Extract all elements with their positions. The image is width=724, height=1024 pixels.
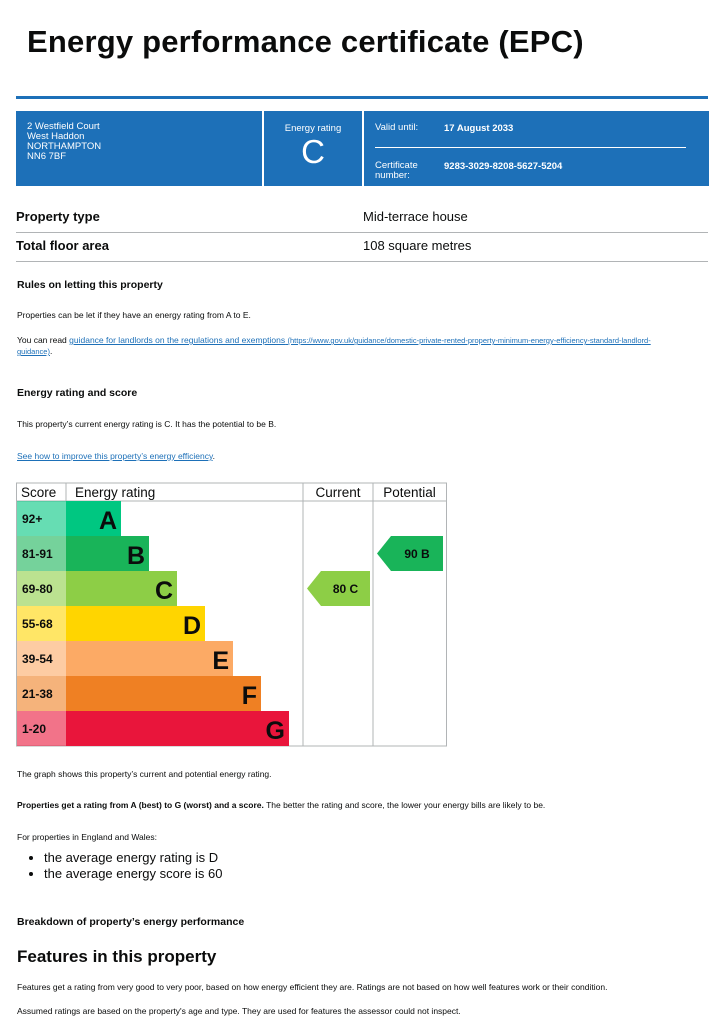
banner-divider (362, 111, 364, 186)
rating-letter-e: E (212, 647, 229, 675)
rating-explanation-bold: Properties get a rating from A (best) to G (worst) and a score. (17, 800, 264, 810)
guidance-suffix: . (49, 346, 53, 356)
rating-explanation-rest: The better the rating and score, the lower your energy bills are likely to be. (263, 800, 546, 810)
valid-until-label: Valid until: (375, 122, 419, 133)
current-rating-label: 80 C (332, 582, 359, 596)
address-line-3: NORTHAMPTON (27, 141, 102, 152)
property-type-row (16, 203, 708, 233)
score-label-d: 55-68 (22, 617, 53, 631)
letting-guidance-text (17, 335, 707, 357)
certificate-banner (16, 111, 709, 186)
average-list (28, 850, 223, 882)
score-label-f: 21-38 (22, 687, 53, 701)
graph-description: The graph shows this property’s current and potential energy rating. (17, 769, 272, 779)
certificate-label-line-2: number: (375, 170, 410, 181)
landlord-guidance-link-text: guidance for landlords on the regulations and exemptions (69, 335, 286, 345)
energy-rating-label: Energy rating (284, 123, 342, 134)
page-title: Energy performance certificate (EPC) (27, 24, 584, 59)
address-line-1: 2 Westfield Court (27, 121, 100, 132)
landlord-guidance-url: (https://www.gov.uk/guidance/domestic-private-rented-property-minimum-energy-efficiency-standard-landlord- (287, 336, 651, 345)
score-label-c: 69-80 (22, 582, 53, 596)
rating-letter-f: F (241, 682, 257, 710)
title-divider (16, 96, 708, 99)
energy-rating-chart (16, 482, 448, 748)
score-label-e: 39-54 (22, 652, 53, 666)
chart-header-current: Current (315, 485, 361, 500)
energy-rating-heading: Energy rating and score (17, 387, 138, 399)
chart-header-energy-rating: Energy rating (75, 485, 156, 500)
chart-header-potential: Potential (383, 485, 436, 500)
rating-letter-a: A (98, 507, 117, 535)
floor-area-value: 108 square metres (363, 238, 472, 253)
rating-explanation (17, 800, 545, 811)
chart-header-score: Score (21, 485, 57, 500)
average-score-item: • the average energy score is 60 (44, 866, 223, 882)
assumed-ratings-text: Assumed ratings are based on the property's age and type. They are used for features the assessor could not inspect. (17, 1006, 461, 1016)
improve-link-suffix: . (212, 451, 215, 461)
rating-letter-d: D (182, 612, 201, 640)
breakdown-heading: Breakdown of property’s energy performance (17, 916, 245, 928)
property-type-label: Property type (16, 209, 100, 224)
floor-area-label: Total floor area (16, 238, 109, 253)
certificate-number: 9283-3029-8208-5627-5204 (444, 161, 563, 172)
landlord-guidance-url-end: guidance) (17, 347, 50, 356)
landlord-guidance-link[interactable] (17, 335, 651, 356)
improve-efficiency-text (17, 451, 215, 462)
address-line-2: West Haddon (27, 131, 85, 142)
rating-bar-e (66, 641, 233, 676)
rating-letter-g: G (265, 717, 285, 745)
england-wales-text: For properties in England and Wales: (17, 832, 158, 842)
energy-rating-text: This property’s current energy rating is C. It has the potential to be B. (17, 419, 277, 429)
certificate-number-label (375, 161, 418, 181)
potential-rating-label: 90 B (404, 547, 430, 561)
property-address (27, 122, 101, 162)
banner-inner-divider (375, 147, 686, 148)
address-line-4: NN6 7BF (27, 151, 67, 162)
certificate-label-line-1: Certificate (375, 160, 418, 171)
rating-letter-c: C (154, 577, 173, 605)
letting-heading: Rules on letting this property (17, 279, 163, 291)
floor-area-row (16, 232, 708, 262)
valid-until-date: 17 August 2033 (444, 123, 514, 134)
property-type-value: Mid-terrace house (363, 209, 468, 224)
features-text: Features get a rating from very good to very poor, based on how energy efficient they are. Ratings are not based on how well features work or their condition. (17, 982, 608, 992)
rating-letter-b: B (126, 542, 145, 570)
score-label-g: 1-20 (22, 722, 47, 736)
score-label-a: 92+ (22, 512, 43, 526)
rating-bar-f (66, 676, 261, 711)
letting-text: Properties can be let if they have an energy rating from A to E. (17, 310, 251, 320)
energy-rating-letter: C (301, 133, 325, 170)
score-label-b: 81-91 (22, 547, 53, 561)
improve-efficiency-link[interactable]: See how to improve this property’s energy efficiency (17, 451, 213, 461)
features-heading: Features in this property (17, 947, 217, 966)
average-rating-item: • the average energy rating is D (44, 850, 223, 866)
rating-bar-g (66, 711, 289, 746)
guidance-prefix: You can read (17, 335, 70, 345)
